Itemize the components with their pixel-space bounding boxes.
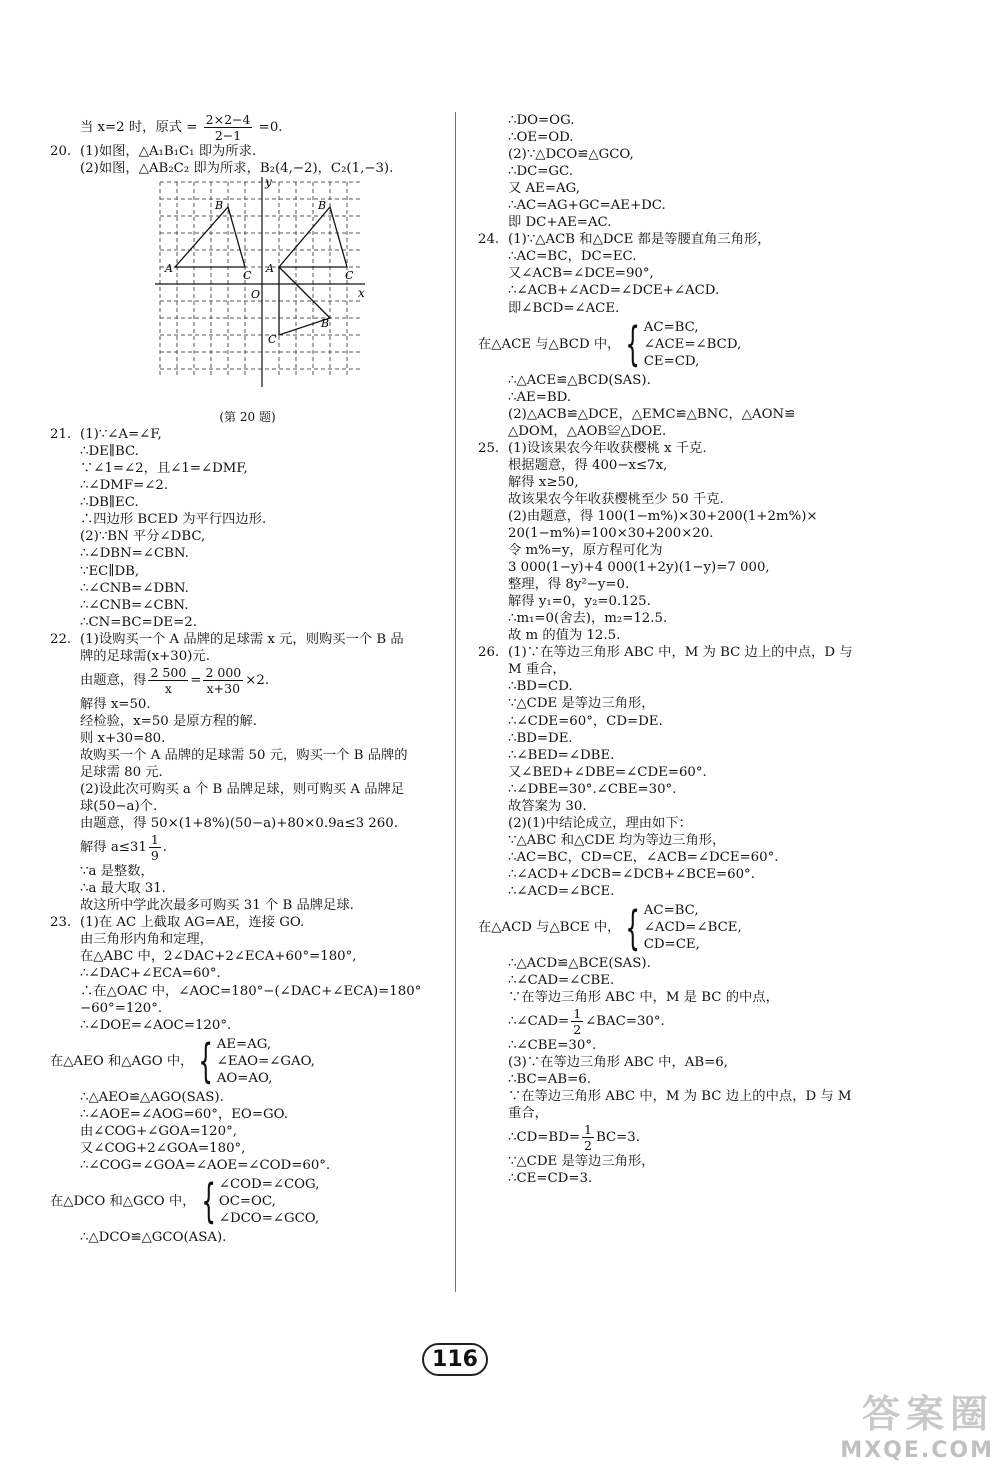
- row: OC=OC,: [218, 1193, 276, 1209]
- q25-line: 令 m%=y，原方程可化为: [508, 543, 663, 559]
- q26-line: M 重合，: [508, 662, 566, 678]
- q23-line: 在△ABC 中，2∠DAC+2∠ECA+60°=180°,: [80, 949, 357, 965]
- text: (1)设该果农今年收获樱桃 x 千克.: [508, 440, 707, 456]
- q22-equation: 由题意，得 $\frac{2 500}{x}$ = $\frac{2 000}{x+30}$ ×2.: [80, 664, 270, 696]
- q24-line-1: [478, 231, 878, 248]
- q25-line: 根据题意，得 400−x≤7x,: [508, 457, 668, 473]
- q26-line: (2)(1)中结论成立，理由如下：: [508, 815, 692, 831]
- q23-line: ∴在△OAC 中，∠AOC=180°−(∠DAC+∠ECA)=180°: [80, 983, 422, 999]
- denominator: 2: [573, 1022, 582, 1038]
- q23-line-1: [50, 914, 445, 931]
- q22-line: 足球需 80 元.: [80, 764, 163, 780]
- text: (1)∵∠A=∠F,: [80, 427, 162, 443]
- q26-line: ∴∠BED=∠DBE.: [508, 747, 615, 763]
- q26-line: (3)∵在等边三角形 ABC 中，AB=6,: [508, 1055, 728, 1071]
- row: ∠ACE=∠BCD,: [643, 336, 742, 352]
- watermark-url: MXQE.COM: [840, 1438, 994, 1463]
- label-c1: C: [345, 269, 354, 283]
- q23-cont-line: (2)∵△DCO≌△GCO,: [508, 147, 634, 163]
- brace: {: [198, 1034, 214, 1089]
- brace: {: [625, 317, 641, 372]
- q25-line: 解得 y₁=0，y₂=0.125.: [508, 594, 651, 610]
- q22-line-1: [50, 631, 445, 648]
- fraction: [204, 112, 253, 143]
- q22-line: 故购买一个 A 品牌的足球需 50 元，购买一个 B 品牌的: [80, 747, 408, 763]
- q26-cd: [478, 1122, 878, 1153]
- watermark-title: 答案圈: [861, 1392, 994, 1436]
- system-rows: [219, 1176, 320, 1227]
- q21-line: (2)∵BN 平分∠DBC,: [80, 529, 206, 545]
- origin-label: O: [251, 288, 261, 302]
- q26-line: ∵△ABC 和△CDE 均为等边三角形，: [508, 832, 726, 848]
- q26-line: ∵在等边三角形 ABC 中，M 是 BC 的中点，: [508, 990, 779, 1006]
- q26-line: ∴∠CDE=60°，CD=DE.: [508, 713, 663, 729]
- text: ∠BAC=30°.: [585, 1014, 665, 1030]
- q20-line-2: (2)如图，△AB₂C₂ 即为所求，B₂(4,−2)，C₂(1,−3).: [80, 161, 394, 177]
- text: (1)设购买一个 A 品牌的足球需 x 元，则购买一个 B 品: [80, 631, 404, 647]
- coordinate-grid: [155, 177, 365, 387]
- row: ∠COD=∠COG,: [218, 1176, 320, 1192]
- q25-line: (2)由题意，得 100(1−m%)×30+200(1+2m%)×: [508, 508, 818, 524]
- text: BC=3.: [595, 1130, 640, 1146]
- text: ×2.: [245, 672, 270, 688]
- left-column: [50, 112, 445, 1246]
- q26-line: 故答案为 30.: [508, 798, 587, 814]
- system-rows: [644, 902, 742, 953]
- q26-system: [478, 902, 878, 953]
- q22-solve: [50, 832, 445, 863]
- q22-line: 经检验，x=50 是原方程的解.: [80, 713, 257, 729]
- q21-line: ∴∠DMF=∠2.: [80, 478, 169, 494]
- fraction: [149, 832, 161, 863]
- row: AE=AG,: [216, 1036, 272, 1052]
- q24-line: 又∠ACB=∠DCE=90°,: [508, 266, 654, 282]
- text: 在△ACD 与△BCE 中，: [478, 919, 621, 935]
- q24-line: ∴AC=BC，DC=EC.: [508, 249, 637, 265]
- intro-result: =0.: [254, 120, 283, 135]
- label-c: C: [243, 269, 252, 283]
- q23-line: ∴∠DAC+∠ECA=60°.: [80, 966, 221, 982]
- text: (1)∵△ACB 和△DCE 都是等腰直角三角形，: [508, 232, 771, 248]
- q25-line: 故该果农今年收获樱桃至少 50 千克.: [508, 491, 724, 507]
- question-number: 20.: [50, 144, 72, 159]
- q26-line: ∴BD=CD.: [508, 679, 573, 695]
- fraction: [582, 1122, 594, 1153]
- text: ∴CD=BD=: [508, 1130, 581, 1146]
- fraction: [571, 1006, 583, 1037]
- q23-line: −60°=120°.: [80, 1000, 163, 1016]
- q23-line: 由∠COG+∠GOA=120°,: [80, 1123, 237, 1139]
- row: AO=AO,: [216, 1070, 273, 1086]
- q26-line: ∴∠DBE=30°.∠CBE=30°.: [508, 781, 677, 797]
- text: 在△ACE 与△BCD 中，: [478, 336, 621, 352]
- q24-system: [478, 319, 878, 370]
- q25-line-1: [478, 440, 878, 457]
- q23-cont-line: 又 AE=AG,: [508, 181, 580, 197]
- q23-cont-line: ∴AC=AG+GC=AE+DC.: [508, 198, 666, 214]
- q21-line: ∴CN=BC=DE=2.: [80, 614, 197, 630]
- text: (1)∵在等边三角形 ABC 中，M 为 BC 边上的中点，D 与: [508, 645, 853, 661]
- label-b2: B: [321, 317, 330, 331]
- label-c2: C: [268, 333, 277, 347]
- row: ∠EAO=∠GAO,: [216, 1053, 315, 1069]
- q25-line: 3 000(1−y)+4 000(1+2y)(1−y)=7 000,: [508, 560, 770, 576]
- question-number: 22.: [50, 631, 72, 647]
- q26-line-1: [478, 644, 878, 661]
- q24-line: 即∠BCD=∠ACE.: [508, 300, 620, 316]
- q26-line: ∴BC=AB=6.: [508, 1072, 591, 1088]
- q23-system-1: [50, 1036, 445, 1087]
- q26-line: ∵△CDE 是等边三角形，: [508, 1154, 655, 1170]
- q21-line: ∴∠CNB=∠CBN.: [80, 597, 189, 613]
- system-rows: [217, 1036, 315, 1087]
- numerator: 1: [573, 1006, 582, 1022]
- q25-line: 解得 x≥50,: [508, 474, 579, 490]
- q25-line: 20(1−m%)=100×30+200×20.: [508, 525, 714, 541]
- numerator: 1: [150, 832, 159, 848]
- q26-line: ∴∠ACD=∠BCE.: [508, 883, 615, 899]
- denominator: 2−1: [214, 128, 242, 143]
- q22-line: ∵a 是整数，: [80, 864, 154, 880]
- q25-line: 整理，得 8y²−y=0.: [508, 577, 630, 593]
- q26-line: 又∠BED+∠DBE=∠CDE=60°.: [508, 764, 707, 780]
- q23-cont-line: ∴OE=OD.: [508, 130, 574, 146]
- q26-line: ∵△CDE 是等边三角形，: [508, 696, 655, 712]
- q26-line: ∴∠CAD=∠CBE.: [508, 973, 615, 989]
- q26-line: ∴BD=DE.: [508, 730, 573, 746]
- watermark: [840, 1383, 994, 1463]
- q23-line: ∴∠AOE=∠AOG=60°，EO=GO.: [80, 1106, 288, 1122]
- q22-line: 由题意，得 50×(1+8%)(50−a)+80×0.9a≤3 260.: [80, 816, 398, 832]
- q21-line: ∴∠CNB=∠DBN.: [80, 580, 189, 596]
- q23-line: ∴∠COG=∠GOA=∠AOE=∠COD=60°.: [80, 1157, 331, 1173]
- numerator: 2 500: [150, 664, 187, 680]
- q23-line: ∴△AEO≌△AGO(SAS).: [80, 1089, 224, 1105]
- question-number: 25.: [478, 440, 500, 456]
- q21-line: ∴DE∥BC.: [80, 444, 139, 460]
- row: CD=CE,: [643, 937, 700, 953]
- column-divider: [455, 112, 456, 1292]
- numerator: 2 000: [205, 664, 242, 680]
- question-number: 21.: [50, 427, 72, 443]
- system-rows: [644, 319, 742, 370]
- q22-line: 牌的足球需(x+30)元.: [80, 648, 210, 664]
- y-label: y: [265, 177, 272, 190]
- row: AC=BC,: [643, 319, 699, 335]
- text: ∴∠CAD=: [508, 1014, 570, 1030]
- q24-line: △DOM，△AOB≌△DOE.: [508, 423, 667, 439]
- q23-line: ∴∠DOE=∠AOC=120°.: [80, 1017, 232, 1033]
- row: ∠DCO=∠GCO,: [218, 1210, 320, 1226]
- q24-line: ∴△ACE≌△BCD(SAS).: [508, 372, 651, 388]
- q24-line: ∴∠ACB+∠ACD=∠DCE+∠ACD.: [508, 283, 720, 299]
- q26-line: ∵在等边三角形 ABC 中，M 为 BC 边上的中点，D 与 M: [508, 1089, 852, 1105]
- q22-line: 解得 x=50.: [80, 696, 151, 712]
- question-number: 24.: [478, 232, 500, 248]
- text: 解得 a≤31: [80, 840, 147, 856]
- denominator: 9: [150, 848, 159, 864]
- q21-line: ∴四边形 BCED 为平行四边形.: [80, 512, 267, 528]
- question-number: 26.: [478, 645, 500, 661]
- question-number: 23.: [50, 915, 72, 931]
- q20-line-1: [50, 143, 445, 160]
- denominator: x: [164, 680, 172, 696]
- text: 在△DCO 和△GCO 中，: [50, 1193, 196, 1209]
- page-number: [420, 1343, 490, 1376]
- right-column: [478, 112, 878, 1187]
- denominator: 2: [584, 1138, 592, 1154]
- q23-cont-line: ∴DC=GC.: [508, 164, 573, 180]
- intro-line: [50, 112, 445, 143]
- denominator: x+30: [206, 680, 241, 696]
- numerator: 2×2−4: [205, 112, 251, 127]
- q21-line: ∵∠1=∠2，且∠1=∠DMF,: [80, 461, 248, 477]
- q21-line-1: [50, 426, 445, 443]
- q26-line: ∴AC=BC，CD=CE，∠ACB=∠DCE=60°.: [508, 849, 779, 865]
- q21-line: ∴∠DBN=∠CBN.: [80, 546, 189, 562]
- q22-line: (2)设此次可购买 a 个 B 品牌足球，则可购买 A 品牌足: [80, 782, 405, 798]
- grid-lines: [160, 182, 360, 377]
- brace: {: [200, 1174, 216, 1229]
- q26-line: ∴CE=CD=3.: [508, 1171, 593, 1187]
- q23-line: ∴△DCO≌△GCO(ASA).: [80, 1229, 227, 1245]
- figure-q20: [50, 177, 445, 409]
- label-a1: A: [266, 262, 274, 276]
- q21-line: ∵EC∥DB,: [80, 563, 140, 579]
- fraction: [203, 665, 243, 696]
- q23-cont-line: ∴DO=OG.: [508, 113, 575, 128]
- q26-cad: [478, 1006, 878, 1037]
- q26-line: ∴∠CBE=30°.: [508, 1038, 597, 1054]
- row: CE=CD,: [643, 353, 700, 369]
- q22-line: 故这所中学此次最多可购买 31 个 B 品牌足球.: [80, 898, 354, 914]
- label-b1: B: [318, 199, 327, 213]
- numerator: 1: [584, 1122, 592, 1138]
- q26-line: ∴△ACD≌△BCE(SAS).: [508, 956, 651, 972]
- q23-line: 又∠COG+2∠GOA=180°,: [80, 1140, 246, 1156]
- text: 在△AEO 和△AGO 中，: [50, 1053, 194, 1069]
- q24-line: ∴AE=BD.: [508, 389, 572, 405]
- text: .: [162, 840, 167, 856]
- q21-line: ∴DB∥EC.: [80, 495, 139, 511]
- q22-line: 球(50−a)个.: [80, 799, 158, 815]
- q23-cont-line: 即 DC+AE=AC.: [508, 215, 612, 231]
- q22-line: 则 x+30=80.: [80, 730, 166, 746]
- q23-system-2: [50, 1176, 445, 1227]
- fraction: [148, 665, 188, 696]
- q25-line: ∴m₁=0(舍去)，m₂=12.5.: [508, 611, 668, 627]
- q23-line: 由三角形内角和定理，: [80, 932, 213, 948]
- label-b: B: [215, 199, 224, 213]
- figure-caption: (第 20 题): [219, 410, 276, 425]
- q22-line: ∴a 最大取 31.: [80, 881, 166, 897]
- q26-line: 重合，: [508, 1106, 548, 1122]
- label-a: A: [165, 262, 173, 276]
- row: AC=BC,: [643, 903, 699, 919]
- page-number-text: 116: [422, 1343, 488, 1376]
- row: ∠ACD=∠BCE,: [643, 920, 742, 936]
- text: (1)如图，△A₁B₁C₁ 即为所求.: [80, 144, 257, 159]
- text: (1)在 AC 上截取 AG=AE，连接 GO.: [80, 915, 305, 931]
- brace: {: [625, 900, 641, 955]
- q25-line: 故 m 的值为 12.5.: [508, 628, 621, 644]
- x-label: x: [358, 286, 365, 301]
- q24-line: (2)△ACB≌△DCE，△EMC≌△BNC，△AON≌: [508, 406, 796, 422]
- intro-text: 当 x=2 时，原式 =: [80, 120, 202, 135]
- q26-line: ∴∠ACD+∠DCB=∠DCB+∠BCE=60°.: [508, 866, 755, 882]
- text: 由题意，得: [80, 672, 147, 688]
